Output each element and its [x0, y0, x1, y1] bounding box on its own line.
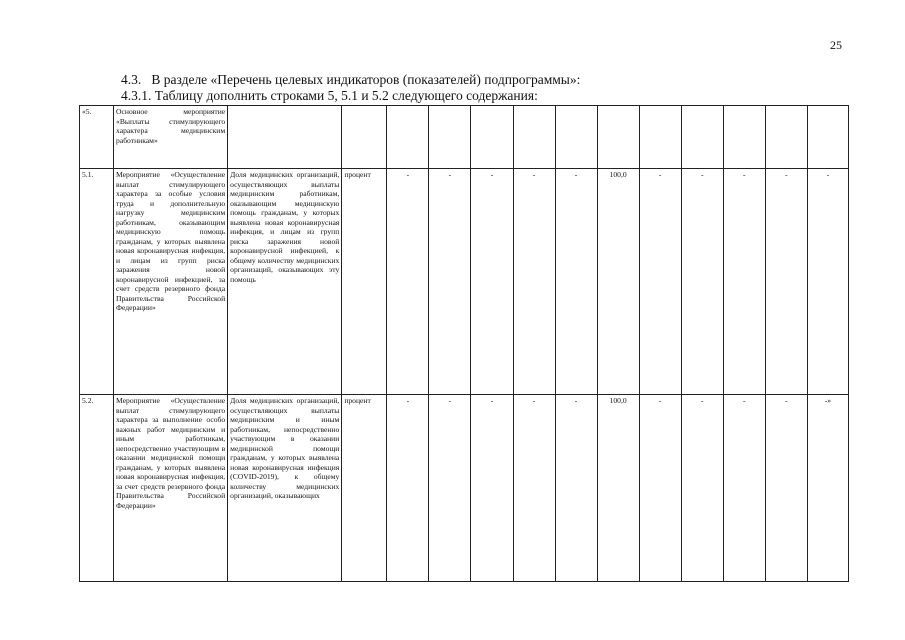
unit-cell: процент [342, 169, 387, 395]
row-number: «5. [80, 106, 114, 169]
value-cell: - [513, 395, 555, 582]
value-cell [681, 106, 723, 169]
page-number: 25 [830, 38, 842, 52]
value-cell: - [639, 395, 681, 582]
value-cell: - [555, 169, 597, 395]
value-cell: - [681, 395, 723, 582]
value-cell [597, 106, 639, 169]
value-cell: - [765, 169, 807, 395]
value-cell: 100,0 [597, 395, 639, 582]
value-cell: -» [807, 395, 848, 582]
value-cell: - [471, 169, 513, 395]
value-cell: - [471, 395, 513, 582]
value-cell: - [555, 395, 597, 582]
value-cell: - [387, 169, 429, 395]
value-cell: - [639, 169, 681, 395]
activity-name: Мероприятие «Осуществление выплат стимулирующего характера за выполнение особо важных работ медицинским и иным работникам, непосредственно участвующим в оказании медицинской помощи гражданам, у которых выявлена новая коронавирусная инфекция, за счет средств резервного фонда Правительства Российской Федерации» [114, 395, 228, 582]
value-cell [387, 106, 429, 169]
indicator-name [228, 106, 342, 169]
value-cell: - [807, 169, 848, 395]
value-cell [765, 106, 807, 169]
activity-name: Основное мероприятие «Выплаты стимулирующего характера медицинским работникам» [114, 106, 228, 169]
value-cell [723, 106, 765, 169]
table-row [80, 106, 849, 169]
row-number: 5.2. [80, 395, 114, 582]
activity-name: Мероприятие «Осуществление выплат стимулирующего характера за особые условия труда и дополнительную нагрузку медицинским работникам, оказывающим медицинскую помощь гражданам, у которых выявлена новая коронавирусная инфекция, и лицам из групп риска заражения новой коронавирусной инфекцией, за счет средств резервного фонда Правительства Российской Федерации» [114, 169, 228, 395]
value-cell [471, 106, 513, 169]
row-number: 5.1. [80, 169, 114, 395]
indicators-table [79, 105, 849, 582]
table-row [80, 169, 849, 395]
indicator-name: Доля медицинских организаций, осуществляющих выплаты медицинским работникам, оказывающим медицинскую помощь гражданам, у которых выявлена новая коронавирусная инфекция, и лицам из групп риска заражения новой коронавирусной инфекцией, к общему количеству медицинских организаций, оказывающих эту помощь [228, 169, 342, 395]
unit-cell: процент [342, 395, 387, 582]
value-cell: - [429, 169, 471, 395]
subsection-heading: 4.3.1. Таблицу дополнить строками 5, 5.1 и 5.2 следующего содержания: [121, 88, 538, 103]
value-cell [429, 106, 471, 169]
value-cell: - [723, 395, 765, 582]
value-cell: 100,0 [597, 169, 639, 395]
section-heading: 4.3. В разделе «Перечень целевых индикаторов (показателей) подпрограммы»: [121, 72, 581, 87]
value-cell [639, 106, 681, 169]
value-cell: - [429, 395, 471, 582]
value-cell: - [387, 395, 429, 582]
value-cell: - [681, 169, 723, 395]
value-cell: - [723, 169, 765, 395]
unit-cell [342, 106, 387, 169]
value-cell [807, 106, 848, 169]
table-row [80, 395, 849, 582]
value-cell [555, 106, 597, 169]
value-cell: - [765, 395, 807, 582]
value-cell: - [513, 169, 555, 395]
value-cell [513, 106, 555, 169]
indicator-name: Доля медицинских организаций, осуществляющих выплаты медицинским и иным работникам, непосредственно участвующим в оказании медицинской помощи гражданам, у которых выявлена новая коронавирусная инфекция (COVID-2019), к общему количеству медицинских организаций, оказывающих [228, 395, 342, 582]
